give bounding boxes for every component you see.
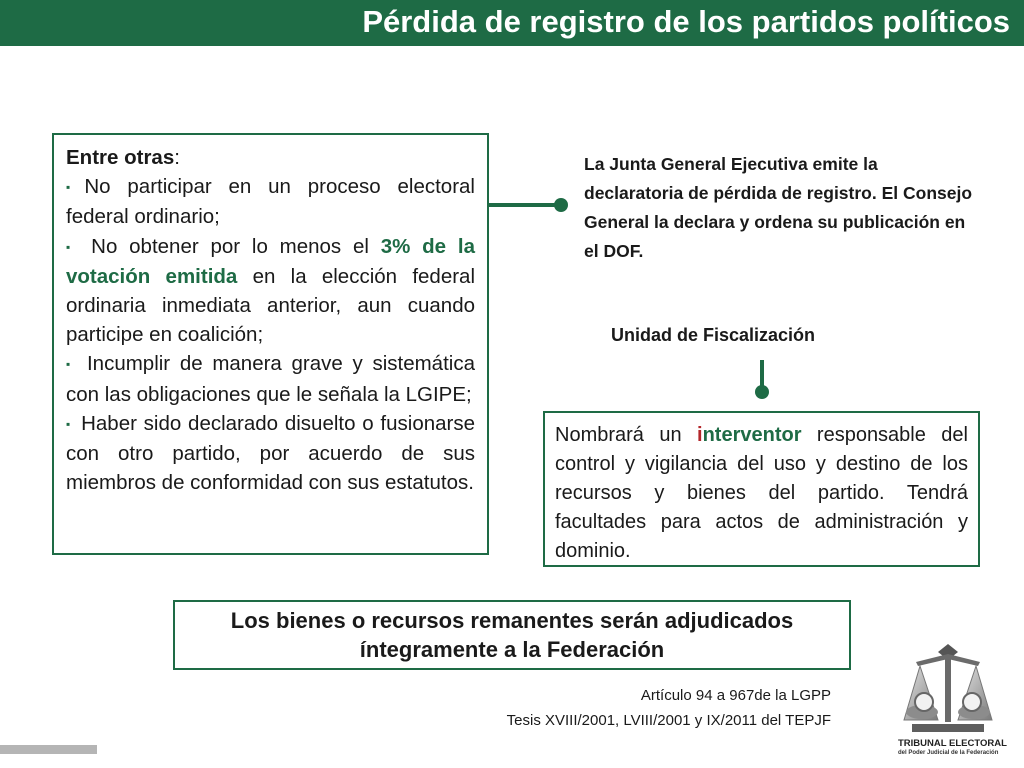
causes-heading xyxy=(66,143,475,172)
interventor-text: responsable del control y vigilancia del uso y destino de los recursos y bienes del partido. Tendrá facultades para actos de administración y dominio. xyxy=(555,424,968,562)
connector-line-horizontal xyxy=(489,203,557,207)
causes-heading-text: Entre otras xyxy=(66,146,175,169)
logo-subtitle: del Poder Judicial de la Federación xyxy=(898,750,999,756)
causes-heading-colon: : xyxy=(174,146,180,169)
cause-item-text: No participar en un proceso electoral federal ordinario; xyxy=(66,175,475,229)
cause-item-1 xyxy=(66,172,475,231)
square-bullet-icon: ▪ xyxy=(66,416,72,431)
connector-dot xyxy=(755,385,769,399)
junta-declaration-text: La Junta General Ejecutiva emite la declaratoria de pérdida de registro. El Consejo General la declara y ordena su publicación en el DOF. xyxy=(584,154,973,261)
interventor-highlight-initial: i xyxy=(697,424,703,446)
interventor-text: Nombrará un xyxy=(555,424,698,446)
connector-dot xyxy=(554,198,568,212)
unidad-fiscalizacion-label: Unidad de Fiscalización xyxy=(611,325,816,345)
square-bullet-icon: ▪ xyxy=(66,180,82,195)
footer-gray-bar xyxy=(0,745,97,754)
remaining-assets-line-1: Los bienes o recursos remanentes serán adjudicados xyxy=(230,608,794,633)
legal-reference-tesis: Tesis XVIII/2001, LVIII/2001 y IX/2011 del TEPJF xyxy=(506,712,831,729)
square-bullet-icon: ▪ xyxy=(66,357,75,372)
page-title: Pérdida de registro de los partidos políticos xyxy=(362,4,1010,39)
scales-emblem-icon xyxy=(898,640,998,738)
causes-box xyxy=(52,133,489,555)
remaining-assets-line-2: íntegramente a la Federación xyxy=(359,637,665,662)
interventor-box xyxy=(543,411,980,567)
cause-item-4 xyxy=(66,409,475,498)
cause-item-3 xyxy=(66,349,475,408)
cause-item-2 xyxy=(66,232,475,350)
cause-item-text: en la elección federal ordinaria inmediata anterior, aun cuando participe en coalición; xyxy=(66,264,476,347)
logo-title: TRIBUNAL ELECTORAL xyxy=(898,738,1007,749)
interventor-highlight: nterventor xyxy=(702,424,802,446)
tribunal-electoral-logo xyxy=(898,640,1007,765)
cause-item-text: Haber sido declarado disuelto o fusionarse con otro partido, por acuerdo de sus miembros de conformidad con sus estatutos. xyxy=(66,411,475,495)
square-bullet-icon: ▪ xyxy=(66,239,77,254)
cause-item-text: No obtener por lo menos el xyxy=(91,234,381,258)
threshold-highlight: 3% de la votación emitida xyxy=(66,234,475,288)
legal-reference-article: Artículo 94 a 967de la LGPP xyxy=(640,687,831,704)
title-bar xyxy=(0,0,1024,46)
remaining-assets-box xyxy=(173,600,851,670)
cause-item-text: Incumplir de manera grave y sistemática con las obligaciones que le señala la LGIPE; xyxy=(66,352,475,406)
